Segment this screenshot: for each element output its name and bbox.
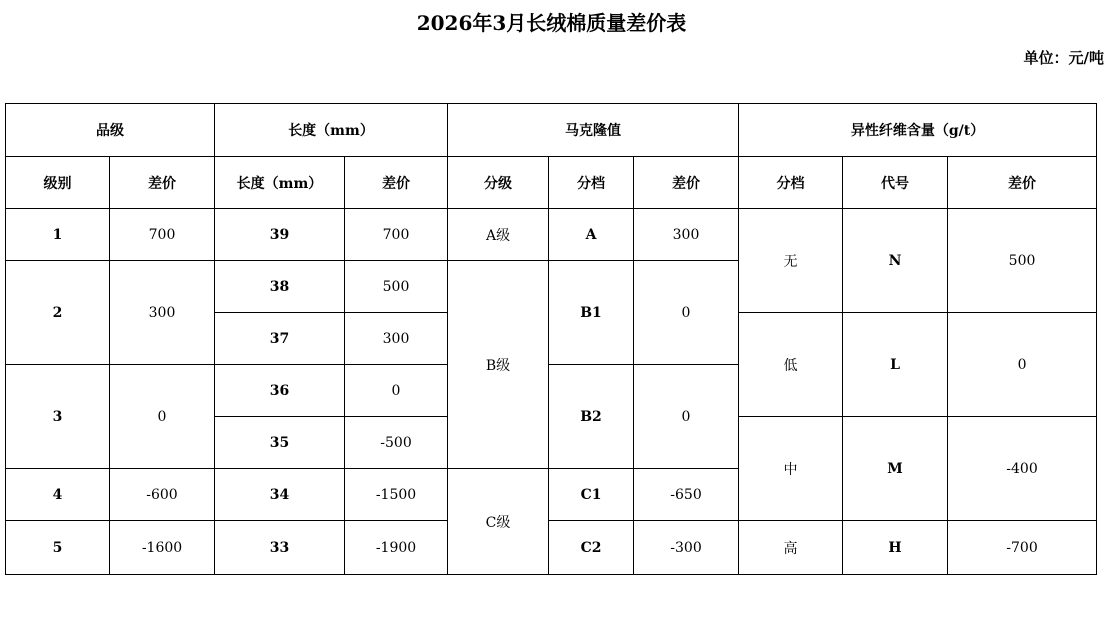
- header-grade-diff: 差价: [110, 157, 215, 209]
- grade-diff-cell: 300: [110, 261, 215, 365]
- header-length-diff: 差价: [345, 157, 448, 209]
- length-diff-cell: -1500: [345, 469, 448, 521]
- mic-class-cell: A级: [448, 209, 549, 261]
- length-cell: 33: [215, 521, 345, 575]
- length-diff-cell: 300: [345, 313, 448, 365]
- length-cell: 38: [215, 261, 345, 313]
- mic-tier-cell: B1: [549, 261, 634, 365]
- ff-tier-cell: 中: [739, 417, 843, 521]
- grade-diff-cell: -1600: [110, 521, 215, 575]
- page-title: 2026年3月长绒棉质量差价表: [416, 11, 687, 35]
- mic-class-cell: C级: [448, 469, 549, 575]
- header-grade-level: 级别: [6, 157, 110, 209]
- header-mic-tier: 分档: [549, 157, 634, 209]
- length-diff-cell: -500: [345, 417, 448, 469]
- unit-label: 单位：元/吨: [1023, 49, 1104, 67]
- grade-diff-cell: 0: [110, 365, 215, 469]
- header-ff-diff: 差价: [948, 157, 1097, 209]
- ff-diff-cell: 500: [948, 209, 1097, 313]
- header-length: 长度（mm）: [215, 157, 345, 209]
- grade-level-cell: 3: [6, 365, 110, 469]
- mic-diff-cell: 0: [634, 261, 739, 365]
- header-grade-group: 品级: [6, 104, 215, 157]
- ff-diff-cell: -700: [948, 521, 1097, 575]
- header-row-groups: [6, 104, 1097, 157]
- price-difference-table: [5, 103, 1097, 575]
- ff-tier-cell: 低: [739, 313, 843, 417]
- mic-tier-cell: B2: [549, 365, 634, 469]
- header-row-columns: [6, 157, 1097, 209]
- mic-tier-cell: A: [549, 209, 634, 261]
- ff-diff-cell: -400: [948, 417, 1097, 521]
- length-cell: 34: [215, 469, 345, 521]
- ff-code-cell: L: [843, 313, 948, 417]
- grade-level-cell: 1: [6, 209, 110, 261]
- grade-level-cell: 2: [6, 261, 110, 365]
- ff-code-cell: M: [843, 417, 948, 521]
- header-micronaire-group: 马克隆值: [448, 104, 739, 157]
- grade-level-cell: 5: [6, 521, 110, 575]
- mic-tier-cell: C1: [549, 469, 634, 521]
- length-cell: 39: [215, 209, 345, 261]
- header-ff-tier: 分档: [739, 157, 843, 209]
- length-cell: 35: [215, 417, 345, 469]
- grade-level-cell: 4: [6, 469, 110, 521]
- mic-diff-cell: -650: [634, 469, 739, 521]
- ff-tier-cell: 无: [739, 209, 843, 313]
- ff-code-cell: N: [843, 209, 948, 313]
- header-length-group: 长度（mm）: [215, 104, 448, 157]
- ff-diff-cell: 0: [948, 313, 1097, 417]
- mic-diff-cell: 0: [634, 365, 739, 469]
- length-diff-cell: -1900: [345, 521, 448, 575]
- grade-diff-cell: -600: [110, 469, 215, 521]
- length-cell: 36: [215, 365, 345, 417]
- table-row: [6, 209, 1097, 261]
- table-row: [6, 521, 1097, 575]
- length-diff-cell: 700: [345, 209, 448, 261]
- header-mic-class: 分级: [448, 157, 549, 209]
- mic-diff-cell: 300: [634, 209, 739, 261]
- header-ff-code: 代号: [843, 157, 948, 209]
- length-diff-cell: 500: [345, 261, 448, 313]
- header-mic-diff: 差价: [634, 157, 739, 209]
- ff-code-cell: H: [843, 521, 948, 575]
- mic-class-cell: B级: [448, 261, 549, 469]
- mic-tier-cell: C2: [549, 521, 634, 575]
- mic-diff-cell: -300: [634, 521, 739, 575]
- grade-diff-cell: 700: [110, 209, 215, 261]
- length-cell: 37: [215, 313, 345, 365]
- header-foreign-fiber-group: 异性纤维含量（g/t）: [739, 104, 1097, 157]
- ff-tier-cell: 高: [739, 521, 843, 575]
- length-diff-cell: 0: [345, 365, 448, 417]
